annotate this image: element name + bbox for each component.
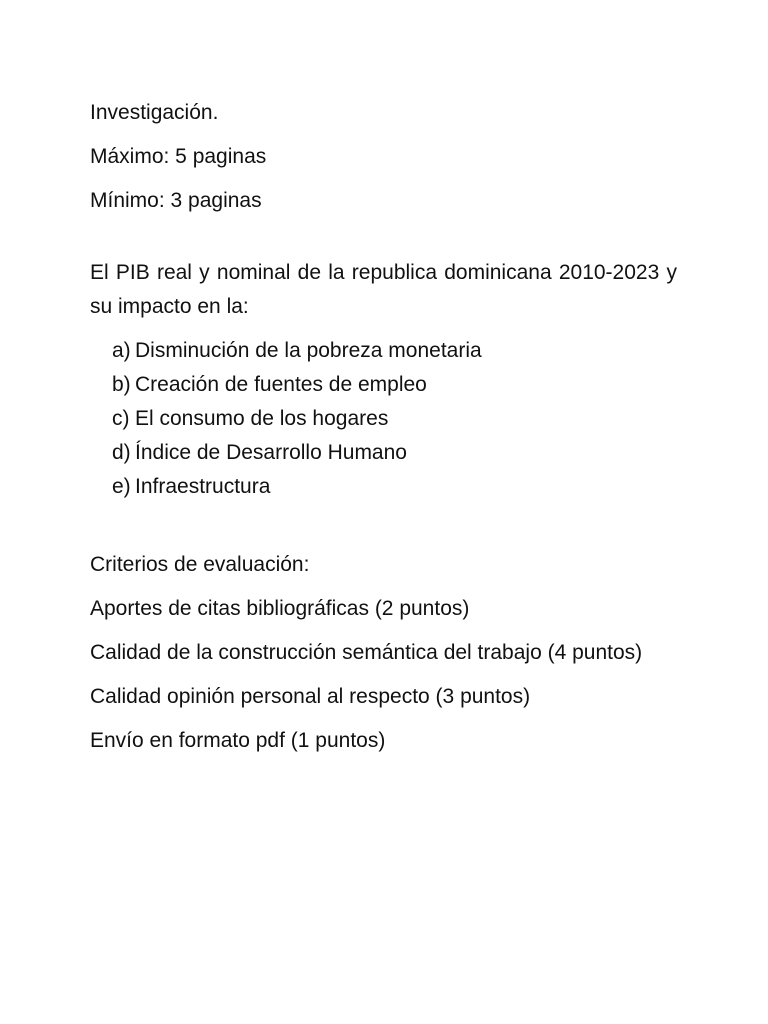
min-pages-line: Mínimo: 3 paginas (90, 189, 262, 212)
list-item-text: Disminución de la pobreza monetaria (135, 339, 482, 362)
list-marker: b) (112, 373, 131, 396)
list-item (90, 402, 677, 436)
list-item-text: Índice de Desarrollo Humano (135, 441, 407, 464)
document-content (90, 96, 677, 758)
list-marker: e) (112, 475, 131, 498)
list-marker: c) (112, 407, 130, 430)
list-item-text: El consumo de los hogares (135, 407, 389, 430)
criterion-semantic: Calidad de la construcción semántica del trabajo (4 puntos) (90, 641, 643, 664)
list-marker: a) (112, 339, 131, 362)
topic-paragraph: El PIB real y nominal de la republica dominicana 2010-2023 y su impacto en la: (90, 261, 677, 318)
max-pages-line: Máximo: 5 paginas (90, 145, 267, 168)
document-heading: Investigación. (90, 101, 219, 124)
list-item (90, 368, 677, 402)
list-item (90, 436, 677, 470)
criterion-opinion: Calidad opinión personal al respecto (3 puntos) (90, 685, 531, 708)
criteria-heading: Criterios de evaluación: (90, 553, 310, 576)
list-item (90, 334, 677, 368)
list-item-text: Infraestructura (135, 475, 271, 498)
impact-list (90, 334, 677, 504)
list-marker: d) (112, 441, 131, 464)
criterion-citations: Aportes de citas bibliográficas (2 puntos) (90, 597, 470, 620)
list-item-text: Creación de fuentes de empleo (135, 373, 427, 396)
criterion-pdf: Envío en formato pdf (1 puntos) (90, 729, 386, 752)
list-item (90, 470, 677, 504)
